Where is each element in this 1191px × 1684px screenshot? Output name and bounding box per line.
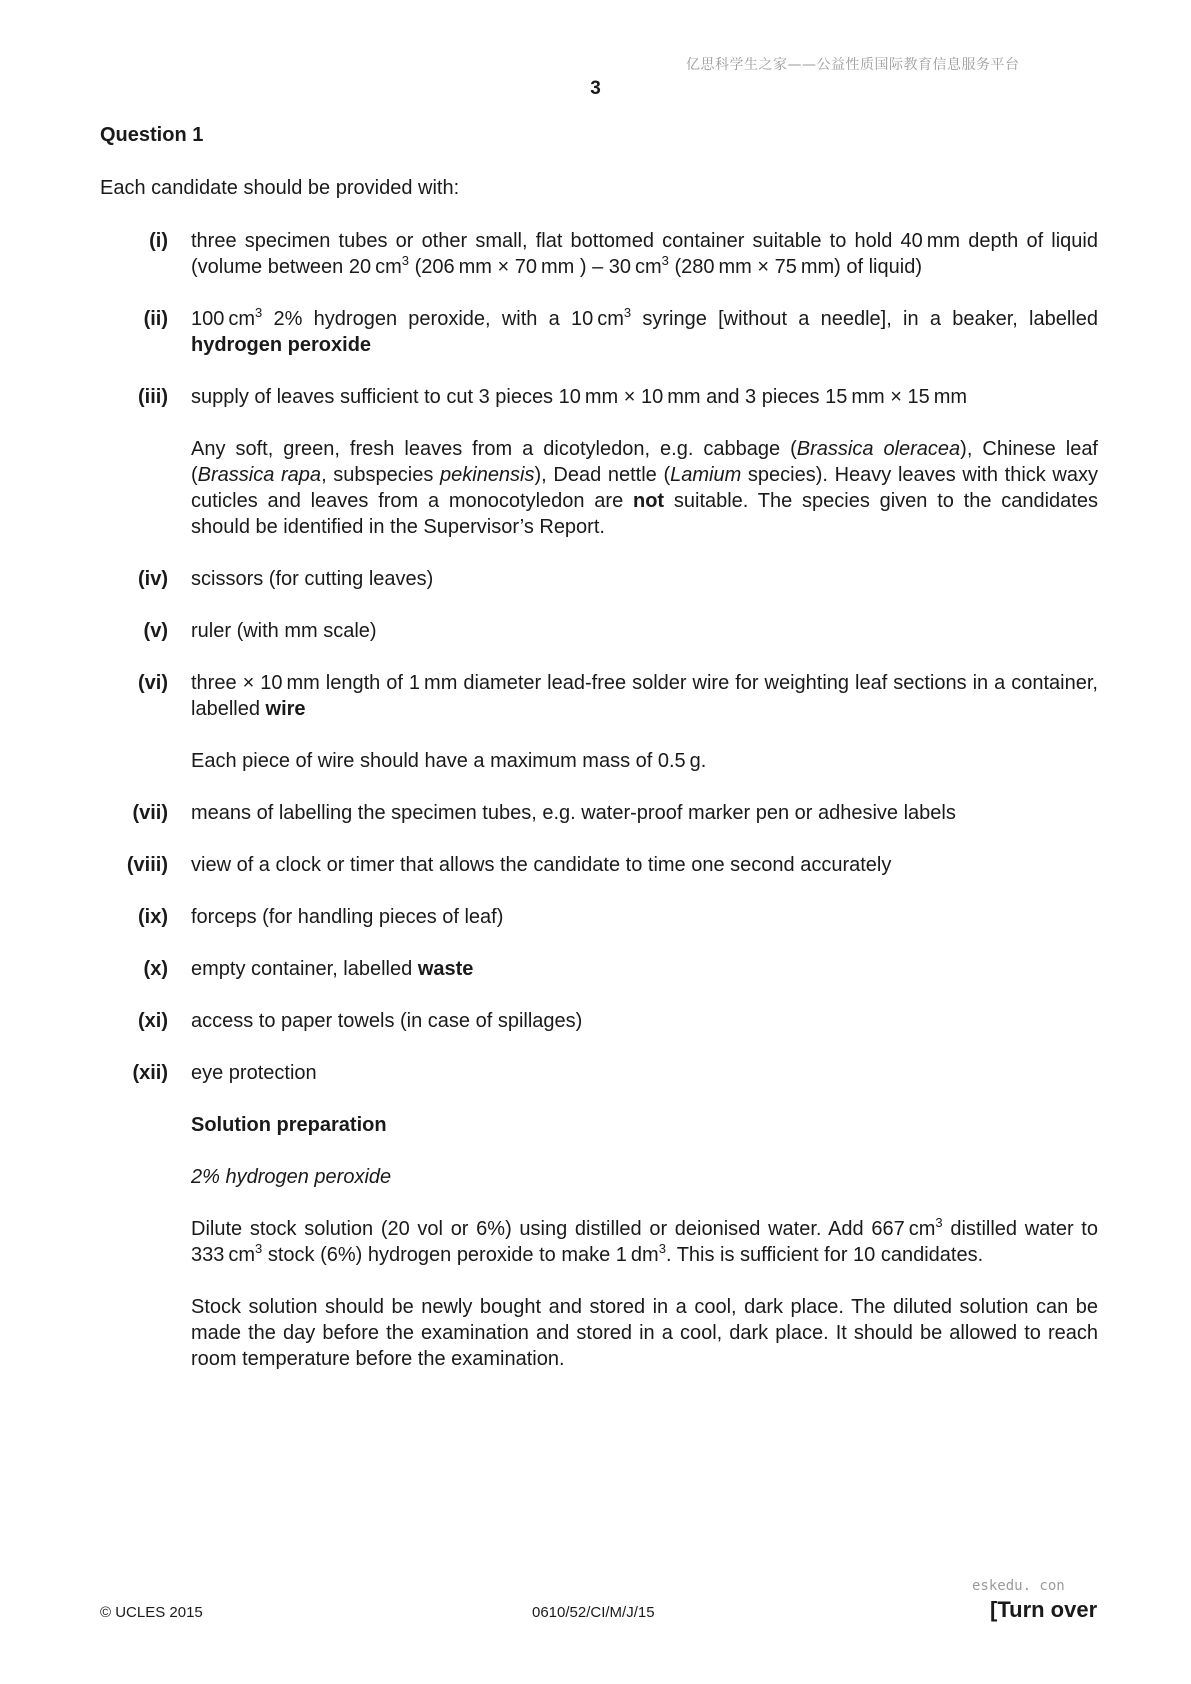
text-run: three specimen tubes or other small, flat bottomed container suitable to hold 40 mm depth of liquid (volume between 20 cm [191, 230, 1098, 278]
text-run: Any soft, green, fresh leaves from a dicotyledon, e.g. cabbage ( [191, 438, 797, 460]
text-run: ), Dead nettle ( [534, 464, 671, 486]
item-text: ruler (with mm scale) [191, 620, 377, 642]
text-run: (206 mm × 70 mm ) – 30 cm [409, 256, 662, 278]
paper-code: 0610/52/CI/M/J/15 [532, 1604, 655, 1621]
item-text [191, 956, 1098, 982]
list-item-viii [100, 852, 1098, 878]
watermark-footer: eskedu. con [972, 1578, 1065, 1594]
copyright: © UCLES 2015 [100, 1604, 203, 1621]
superscript: 3 [658, 1241, 666, 1256]
text-run: distilled water to 333 cm [191, 1218, 1098, 1266]
item-text: forceps (for handling pieces of leaf) [191, 906, 504, 928]
list-item-ii [100, 306, 1098, 358]
solution-paragraph: Stock solution should be newly bought and stored in a cool, dark place. The diluted solution can be made the day before the examination and stored in a cool, dark place. It should be allowed to reach room temperature before the examination. [191, 1296, 1098, 1370]
list-item-v [100, 618, 1098, 644]
item-number: (vii) [132, 802, 168, 824]
item-number: (viii) [126, 854, 168, 876]
solution-subheading: 2% hydrogen peroxide [191, 1166, 392, 1188]
text-run: 2% hydrogen peroxide, with a 10 cm [262, 308, 624, 330]
item-number: (ii) [143, 308, 168, 330]
solution-paragraph [191, 1216, 1098, 1268]
species-name: Brassica rapa [197, 464, 322, 486]
item-number: (xi) [138, 1010, 168, 1032]
superscript: 3 [661, 253, 669, 268]
list-item-vi [100, 670, 1098, 774]
text-run: . This is sufficient for 10 candidates. [665, 1244, 984, 1266]
item-number: (ix) [138, 906, 168, 928]
item-number: (vi) [138, 672, 168, 694]
item-text [191, 670, 1098, 774]
item-text [191, 228, 1098, 280]
item-paragraph [191, 670, 1098, 722]
turn-over-label: [Turn over [990, 1597, 1098, 1622]
list-item-iv [100, 566, 1098, 592]
item-text: view of a clock or timer that allows the candidate to time one second accurately [191, 854, 892, 876]
item-text [191, 306, 1098, 358]
text-run: stock (6%) hydrogen peroxide to make 1 dm [262, 1244, 659, 1266]
item-number: (x) [143, 958, 168, 980]
item-text: eye protection [191, 1062, 317, 1084]
bold-label: hydrogen peroxide [191, 334, 372, 356]
superscript: 3 [255, 1241, 263, 1256]
list-item-i [100, 228, 1098, 280]
intro-text: Each candidate should be provided with: [100, 177, 460, 199]
item-paragraph: Each piece of wire should have a maximum mass of 0.5 g. [191, 750, 707, 772]
list-item-vii [100, 800, 1098, 826]
superscript: 3 [935, 1215, 943, 1230]
list-item-xi [100, 1008, 1098, 1034]
item-text [191, 384, 1098, 540]
list-item-ix [100, 904, 1098, 930]
superscript: 3 [401, 253, 410, 268]
text-run: three × 10 mm length of 1 mm diameter lead-free solder wire for weighting leaf sections in a container, labelled [191, 672, 1098, 720]
item-number: (i) [149, 230, 168, 252]
item-list [100, 228, 1098, 1398]
text-run: Dilute stock solution (20 vol or 6%) using distilled or deionised water. Add 667 cm [191, 1218, 936, 1240]
superscript: 3 [623, 305, 632, 320]
watermark-header: 亿思科学生之家——公益性质国际教育信息服务平台 [686, 57, 1020, 73]
list-item-iii [100, 384, 1098, 540]
item-paragraph [191, 436, 1098, 540]
item-number: (iv) [138, 568, 168, 590]
item-text: scissors (for cutting leaves) [191, 568, 434, 590]
item-number: (iii) [138, 386, 168, 408]
question-title: Question 1 [100, 124, 204, 146]
text-run: 100 cm [191, 308, 256, 330]
bold-label: not [633, 490, 665, 512]
item-paragraph: supply of leaves sufficient to cut 3 pieces 10 mm × 10 mm and 3 pieces 15 mm × 15 mm [191, 386, 968, 408]
text-run: (280 mm × 75 mm) of liquid) [668, 256, 922, 278]
species-name: Lamium [670, 464, 742, 486]
item-text: access to paper towels (in case of spillages) [191, 1010, 583, 1032]
text-run: syringe [without a needle], in a beaker, labelled [631, 308, 1098, 330]
solution-heading: Solution preparation [191, 1114, 387, 1136]
item-number: (v) [143, 620, 168, 642]
list-item-xii [100, 1060, 1098, 1086]
text-run: suitable. The species given to the candidates should be identified in the Supervisor’s Report. [191, 490, 1098, 538]
species-name: Brassica oleracea [796, 438, 961, 460]
list-item-x [100, 956, 1098, 982]
item-text: means of labelling the specimen tubes, e.g. water-proof marker pen or adhesive labels [191, 802, 956, 824]
bold-label: wire [265, 698, 306, 720]
species-name: pekinensis [440, 464, 535, 486]
page-number: 3 [590, 78, 601, 99]
item-number: (xii) [132, 1062, 168, 1084]
bold-label: waste [417, 958, 474, 980]
superscript: 3 [255, 305, 263, 320]
text-run: empty container, labelled [191, 958, 418, 980]
text-run: species). Heavy leaves with thick waxy cuticles and leaves from a monocotyledon are [191, 464, 1098, 512]
text-run: , subspecies [321, 464, 440, 486]
text-run: ), Chinese leaf ( [191, 438, 1098, 486]
